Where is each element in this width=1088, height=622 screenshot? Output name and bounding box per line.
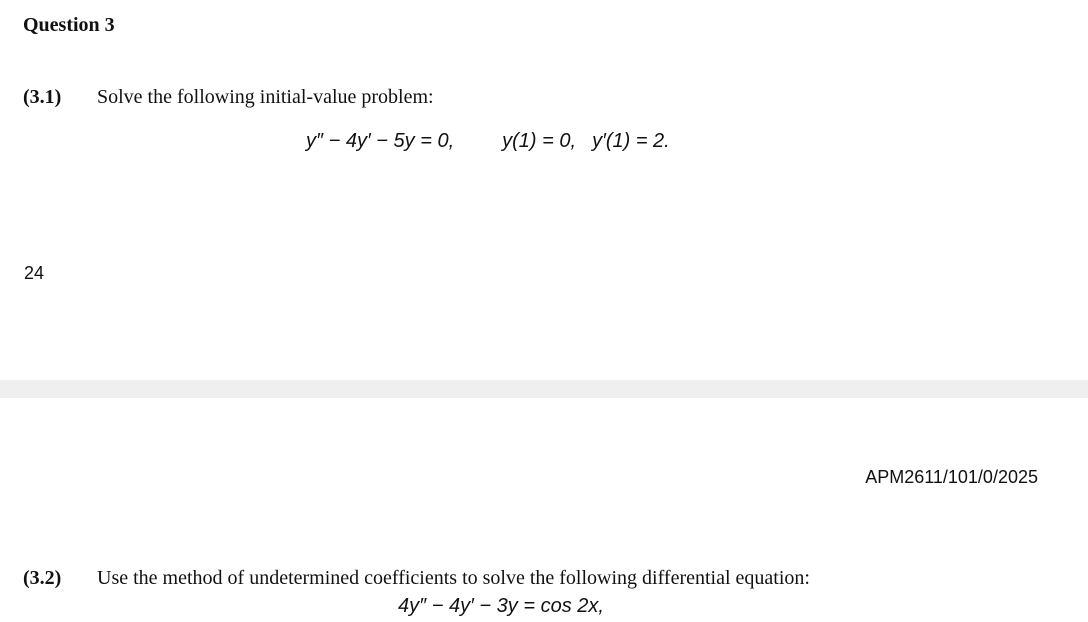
page-number: 24: [24, 263, 45, 283]
part-number: (3.2): [23, 567, 62, 589]
question-title: Question 3: [23, 14, 115, 36]
ivp-equation: [306, 130, 670, 153]
part-instruction: Solve the following initial-value problem:: [97, 86, 434, 108]
part-number: (3.1): [23, 86, 62, 108]
document-code: APM2611/101/0/2025: [865, 467, 1038, 487]
differential-equation: y″ − 4y′ − 5y = 0,: [306, 130, 455, 152]
initial-condition-2: y′(1) = 2.: [592, 130, 670, 152]
question-part-3-2: [23, 567, 810, 590]
initial-condition-1: y(1) = 0,: [502, 130, 577, 152]
question-part-3-1: [23, 86, 434, 109]
differential-equation-2: 4y″ − 4y′ − 3y = cos 2x,: [398, 595, 604, 617]
page-separator: [0, 380, 1088, 398]
part-instruction: Use the method of undetermined coefficients to solve the following differential equation:: [97, 567, 810, 589]
